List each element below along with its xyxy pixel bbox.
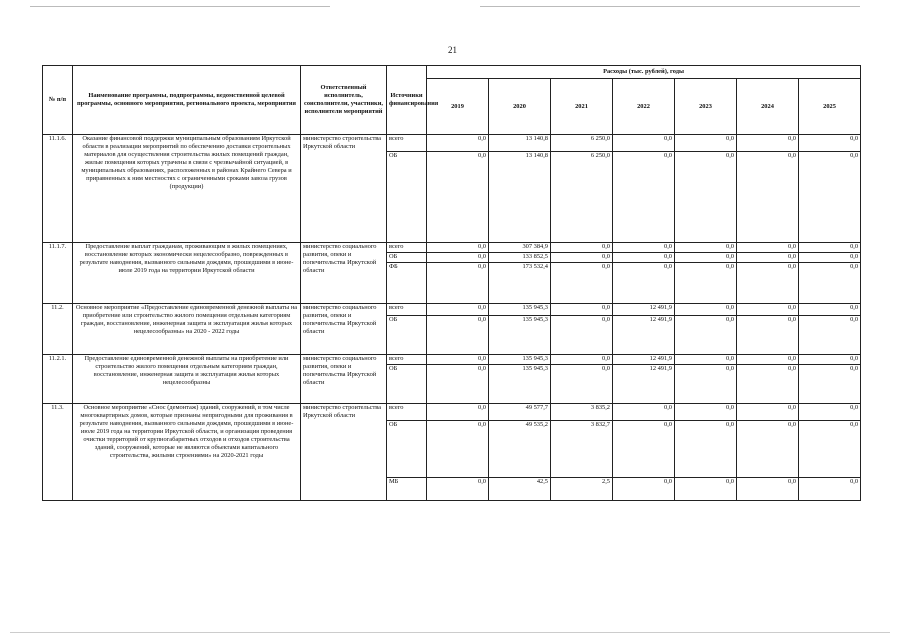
row-value: 0,0 — [675, 253, 737, 263]
row-value: 0,0 — [737, 152, 799, 243]
header-source: Источники финансирования — [387, 66, 427, 135]
row-responsible: министерство строительства Иркутской области — [301, 404, 387, 501]
row-source: ОБ — [387, 365, 427, 404]
row-code: 11.3. — [43, 404, 73, 501]
row-value: 0,0 — [551, 243, 613, 253]
row-value: 0,0 — [551, 253, 613, 263]
row-value: 0,0 — [737, 478, 799, 501]
row-value: 0,0 — [427, 478, 489, 501]
row-value: 0,0 — [737, 421, 799, 478]
row-value: 0,0 — [799, 135, 861, 152]
row-value: 0,0 — [427, 304, 489, 316]
row-value: 0,0 — [799, 316, 861, 355]
row-value: 0,0 — [427, 263, 489, 304]
row-responsible: министерство социального развития, опеки и попечительства Иркутской области — [301, 243, 387, 304]
row-value: 135 945,3 — [489, 316, 551, 355]
row-value: 0,0 — [737, 263, 799, 304]
table-row — [43, 355, 861, 365]
row-value: 0,0 — [799, 263, 861, 304]
row-value: 0,0 — [675, 304, 737, 316]
row-name: Основное мероприятие «Предоставление единовременной денежной выплаты на приобретение или строительство жилого помещения отдельным категориям граждан, восстановление, инженерная защита и эксплуатация жилья которых нецелесообразны» на 2020 - 2022 годы — [73, 304, 301, 355]
row-value: 0,0 — [675, 243, 737, 253]
row-value: 173 532,4 — [489, 263, 551, 304]
row-value: 307 384,9 — [489, 243, 551, 253]
row-value: 0,0 — [799, 253, 861, 263]
row-value: 0,0 — [613, 243, 675, 253]
row-value: 0,0 — [551, 365, 613, 404]
row-value: 0,0 — [427, 253, 489, 263]
table-header-row — [43, 66, 861, 79]
table-row — [43, 135, 861, 152]
row-value: 133 852,5 — [489, 253, 551, 263]
row-value: 0,0 — [613, 263, 675, 304]
row-value: 0,0 — [613, 253, 675, 263]
scan-artifact-bottom — [10, 632, 890, 633]
row-value: 0,0 — [613, 404, 675, 421]
row-value: 0,0 — [613, 135, 675, 152]
table-row — [43, 243, 861, 253]
row-source: ОБ — [387, 316, 427, 355]
row-name: Оказание финансовой поддержки муниципальным образованиям Иркутской области в реализации мероприятий по обеспечению доставки строительных материалов для осуществления строительства жилых помещений граждан, жилые помещения которых утрачены в связи с чрезвычайной ситуацией, в муниципальных образованиях, расположенных в районах Крайнего Севера и приравненных к ним местностях с ограниченными сроками завоза грузов (продукции) — [73, 135, 301, 243]
row-source: МБ — [387, 478, 427, 501]
scan-artifact-top — [30, 6, 330, 7]
row-value: 0,0 — [737, 316, 799, 355]
row-value: 0,0 — [613, 152, 675, 243]
row-value: 3 835,2 — [551, 404, 613, 421]
row-value: 0,0 — [675, 355, 737, 365]
row-source: всего — [387, 304, 427, 316]
row-value: 0,0 — [427, 404, 489, 421]
row-value: 0,0 — [551, 316, 613, 355]
program-expenses-table — [42, 65, 861, 501]
row-source: всего — [387, 135, 427, 152]
row-value: 13 140,8 — [489, 152, 551, 243]
header-year: 2022 — [613, 79, 675, 135]
row-value: 0,0 — [799, 365, 861, 404]
row-value: 0,0 — [551, 355, 613, 365]
row-source: всего — [387, 404, 427, 421]
row-code: 11.1.6. — [43, 135, 73, 243]
row-value: 0,0 — [427, 152, 489, 243]
row-value: 6 250,0 — [551, 135, 613, 152]
row-value: 2,5 — [551, 478, 613, 501]
row-value: 0,0 — [675, 135, 737, 152]
row-value: 12 491,9 — [613, 316, 675, 355]
row-source: ОБ — [387, 152, 427, 243]
header-responsible: Ответственный исполнитель, соисполнители, участники, исполнители мероприятий — [301, 66, 387, 135]
row-value: 0,0 — [551, 304, 613, 316]
row-value: 0,0 — [799, 404, 861, 421]
header-expenses: Расходы (тыс. рублей), годы — [427, 66, 861, 79]
row-value: 0,0 — [799, 304, 861, 316]
row-value: 0,0 — [799, 478, 861, 501]
header-year: 2019 — [427, 79, 489, 135]
row-value: 0,0 — [675, 152, 737, 243]
header-num: № п/п — [43, 66, 73, 135]
header-name: Наименование программы, подпрограммы, ведомственной целевой программы, основного мероприятия, регионального проекта, мероприятия — [73, 66, 301, 135]
row-value: 0,0 — [675, 316, 737, 355]
row-value: 12 491,9 — [613, 304, 675, 316]
row-name: Основное мероприятие «Снос (демонтаж) зданий, сооружений, в том числе многоквартирных домов, которые признаны непригодными для проживания в результате наводнения, вызванного сильными дождями, прошедшими в июне-июле 2019 года на территории Иркутской области, и организация проведения очистки территорий от крупногабаритных отходов и отходов строительства зданий, сооружений, которые не являются объектами капитального строительства, жилыми строениями» на 2020-2021 годы — [73, 404, 301, 501]
row-source: ОБ — [387, 421, 427, 478]
row-value: 0,0 — [737, 135, 799, 152]
row-code: 11.1.7. — [43, 243, 73, 304]
row-value: 0,0 — [737, 304, 799, 316]
row-value: 0,0 — [427, 421, 489, 478]
scan-artifact-top — [480, 6, 860, 7]
row-value: 0,0 — [737, 365, 799, 404]
row-value: 0,0 — [675, 404, 737, 421]
row-value: 135 945,3 — [489, 365, 551, 404]
table-row — [43, 304, 861, 316]
row-value: 0,0 — [799, 355, 861, 365]
row-value: 0,0 — [675, 478, 737, 501]
row-value: 0,0 — [675, 421, 737, 478]
row-code: 11.2.1. — [43, 355, 73, 404]
row-value: 3 832,7 — [551, 421, 613, 478]
row-responsible: министерство социального развития, опеки и попечительства Иркутской области — [301, 304, 387, 355]
row-source: всего — [387, 355, 427, 365]
row-value: 0,0 — [675, 263, 737, 304]
row-value: 0,0 — [427, 135, 489, 152]
row-value: 0,0 — [427, 355, 489, 365]
row-value: 0,0 — [675, 365, 737, 404]
row-value: 13 140,8 — [489, 135, 551, 152]
row-source: ФБ — [387, 263, 427, 304]
header-year: 2024 — [737, 79, 799, 135]
page-number: 21 — [448, 45, 457, 55]
row-value: 0,0 — [737, 243, 799, 253]
row-value: 0,0 — [799, 421, 861, 478]
row-value: 135 945,3 — [489, 304, 551, 316]
row-value: 0,0 — [737, 253, 799, 263]
row-value: 6 250,0 — [551, 152, 613, 243]
row-responsible: министерство социального развития, опеки и попечительства Иркутской области — [301, 355, 387, 404]
row-value: 0,0 — [427, 365, 489, 404]
header-year: 2023 — [675, 79, 737, 135]
row-value: 135 945,3 — [489, 355, 551, 365]
row-value: 0,0 — [551, 263, 613, 304]
row-name: Предоставление единовременной денежной выплаты на приобретение или строительство жилого помещения отдельным категориям граждан, восстановление, инженерная защита и эксплуатация жилья которых нецелесообразны — [73, 355, 301, 404]
row-value: 0,0 — [799, 243, 861, 253]
row-value: 0,0 — [737, 404, 799, 421]
header-year: 2020 — [489, 79, 551, 135]
row-value: 0,0 — [427, 316, 489, 355]
row-code: 11.2. — [43, 304, 73, 355]
row-name: Предоставление выплат гражданам, проживающим в жилых помещениях, восстановление которых экономически нецелесообразно, поврежденных в результате наводнения, вызванного сильными дождями, прошедшими в июне-июле 2019 года на территории Иркутской области — [73, 243, 301, 304]
row-value: 49 535,2 — [489, 421, 551, 478]
row-source: ОБ — [387, 253, 427, 263]
row-value: 0,0 — [427, 243, 489, 253]
row-value: 12 491,9 — [613, 365, 675, 404]
row-responsible: министерство строительства Иркутской области — [301, 135, 387, 243]
row-value: 0,0 — [613, 421, 675, 478]
row-value: 0,0 — [799, 152, 861, 243]
row-value: 12 491,9 — [613, 355, 675, 365]
header-year: 2021 — [551, 79, 613, 135]
row-value: 0,0 — [737, 355, 799, 365]
table-row — [43, 404, 861, 421]
row-source: всего — [387, 243, 427, 253]
header-year: 2025 — [799, 79, 861, 135]
row-value: 42,5 — [489, 478, 551, 501]
row-value: 0,0 — [613, 478, 675, 501]
row-value: 49 577,7 — [489, 404, 551, 421]
